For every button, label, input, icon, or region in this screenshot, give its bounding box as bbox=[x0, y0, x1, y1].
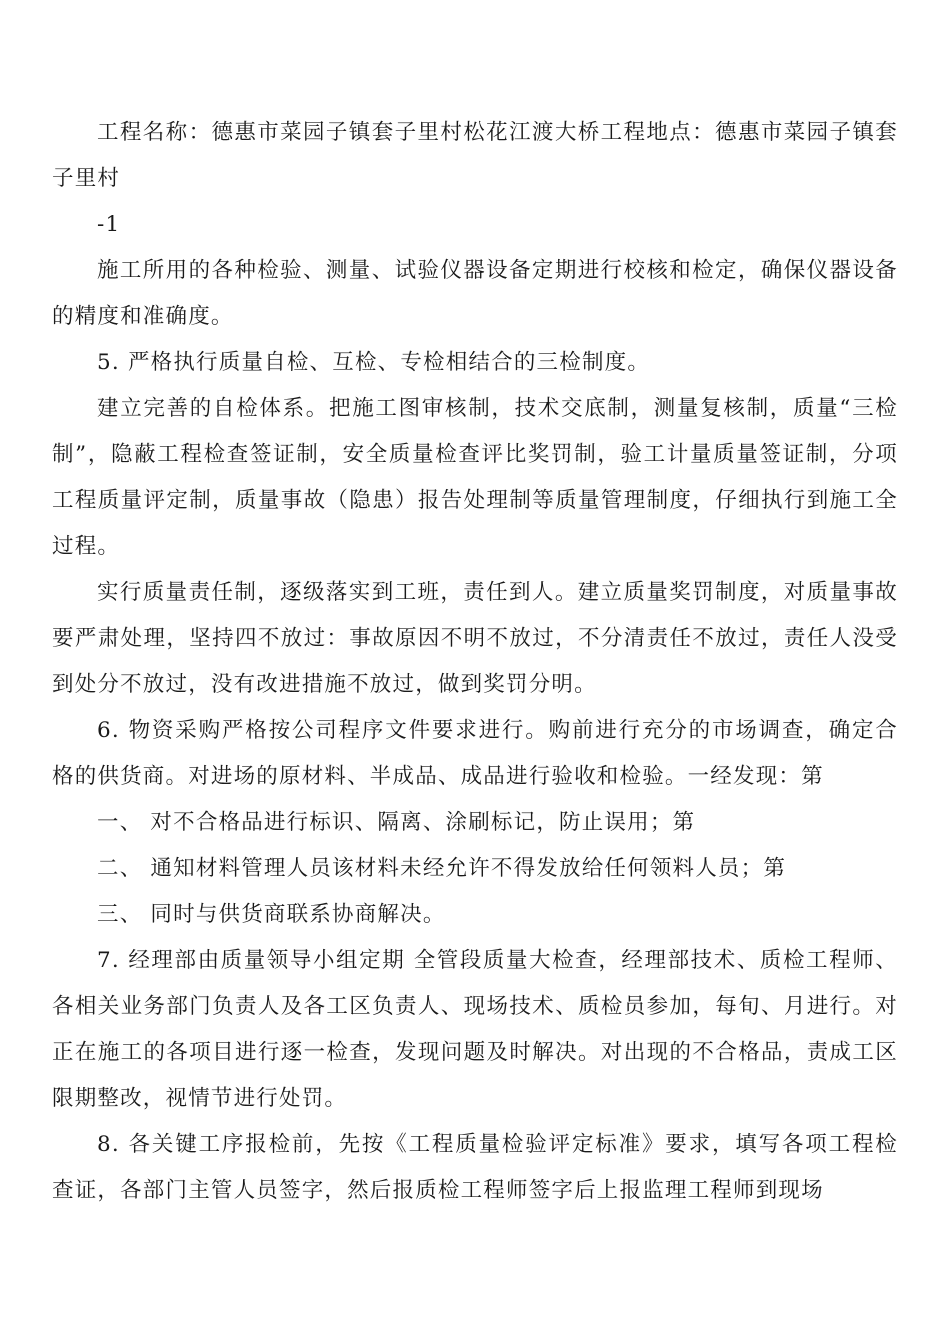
instrument-calibration-paragraph: 施工所用的各种检验、测量、试验仪器设备定期进行校核和检定，确保仪器设备的精度和准确度。 bbox=[52, 258, 898, 329]
item-5-paragraph: 5. 严格执行质量自检、互检、专检相结合的三检制度。 bbox=[97, 350, 651, 375]
self-inspection-system-paragraph: 建立完善的自检体系。把施工图审核制，技术交底制，测量复核制，质量“三检制”，隐蔽工程检查签证制，安全质量检查评比奖罚制，验工计量质量签证制，分项工程质量评定制，质量事故（隐患）报告处理制等质量管理制度，仔细执行到施工全过程。 bbox=[52, 396, 898, 559]
sub-item-2-paragraph: 二、 通知材料管理人员该材料未经允许不得发放给任何领料人员；第 bbox=[97, 856, 787, 881]
document-body bbox=[52, 110, 898, 1214]
quality-responsibility-paragraph: 实行质量责任制，逐级落实到工班，责任到人。建立质量奖罚制度，对质量事故要严肃处理，坚持四不放过：事故原因不明不放过，不分清责任不放过，责任人没受到处分不放过，没有改进措施不放过，做到奖罚分明。 bbox=[52, 580, 898, 697]
project-info-paragraph: 工程名称：德惠市菜园子镇套子里村松花江渡大桥工程地点：德惠市菜园子镇套子里村 bbox=[52, 120, 898, 191]
sub-item-1-paragraph: 一、 对不合格品进行标识、隔离、涂刷标记，防止误用；第 bbox=[97, 810, 696, 835]
item-7-paragraph: 7. 经理部由质量领导小组定期 全管段质量大检查，经理部技术、质检工程师、各相关业务部门负责人及各工区负责人、现场技术、质检员参加，每旬、月进行。对正在施工的各项目进行逐一检查，发现问题及时解决。对出现的不合格品，责成工区限期整改，视情节进行处罚。 bbox=[52, 948, 898, 1111]
item-8-paragraph: 8. 各关键工序报检前，先按《工程质量检验评定标准》要求，填写各项工程检查证，各部门主管人员签字，然后报质检工程师签字后上报监理工程师到现场 bbox=[52, 1132, 898, 1203]
page-marker: -1 bbox=[97, 212, 121, 237]
sub-item-3-paragraph: 三、 同时与供货商联系协商解决。 bbox=[97, 902, 446, 927]
item-6-paragraph: 6. 物资采购严格按公司程序文件要求进行。购前进行充分的市场调查，确定合格的供货商。对进场的原材料、半成品、成品进行验收和检验。一经发现：第 bbox=[52, 718, 898, 789]
